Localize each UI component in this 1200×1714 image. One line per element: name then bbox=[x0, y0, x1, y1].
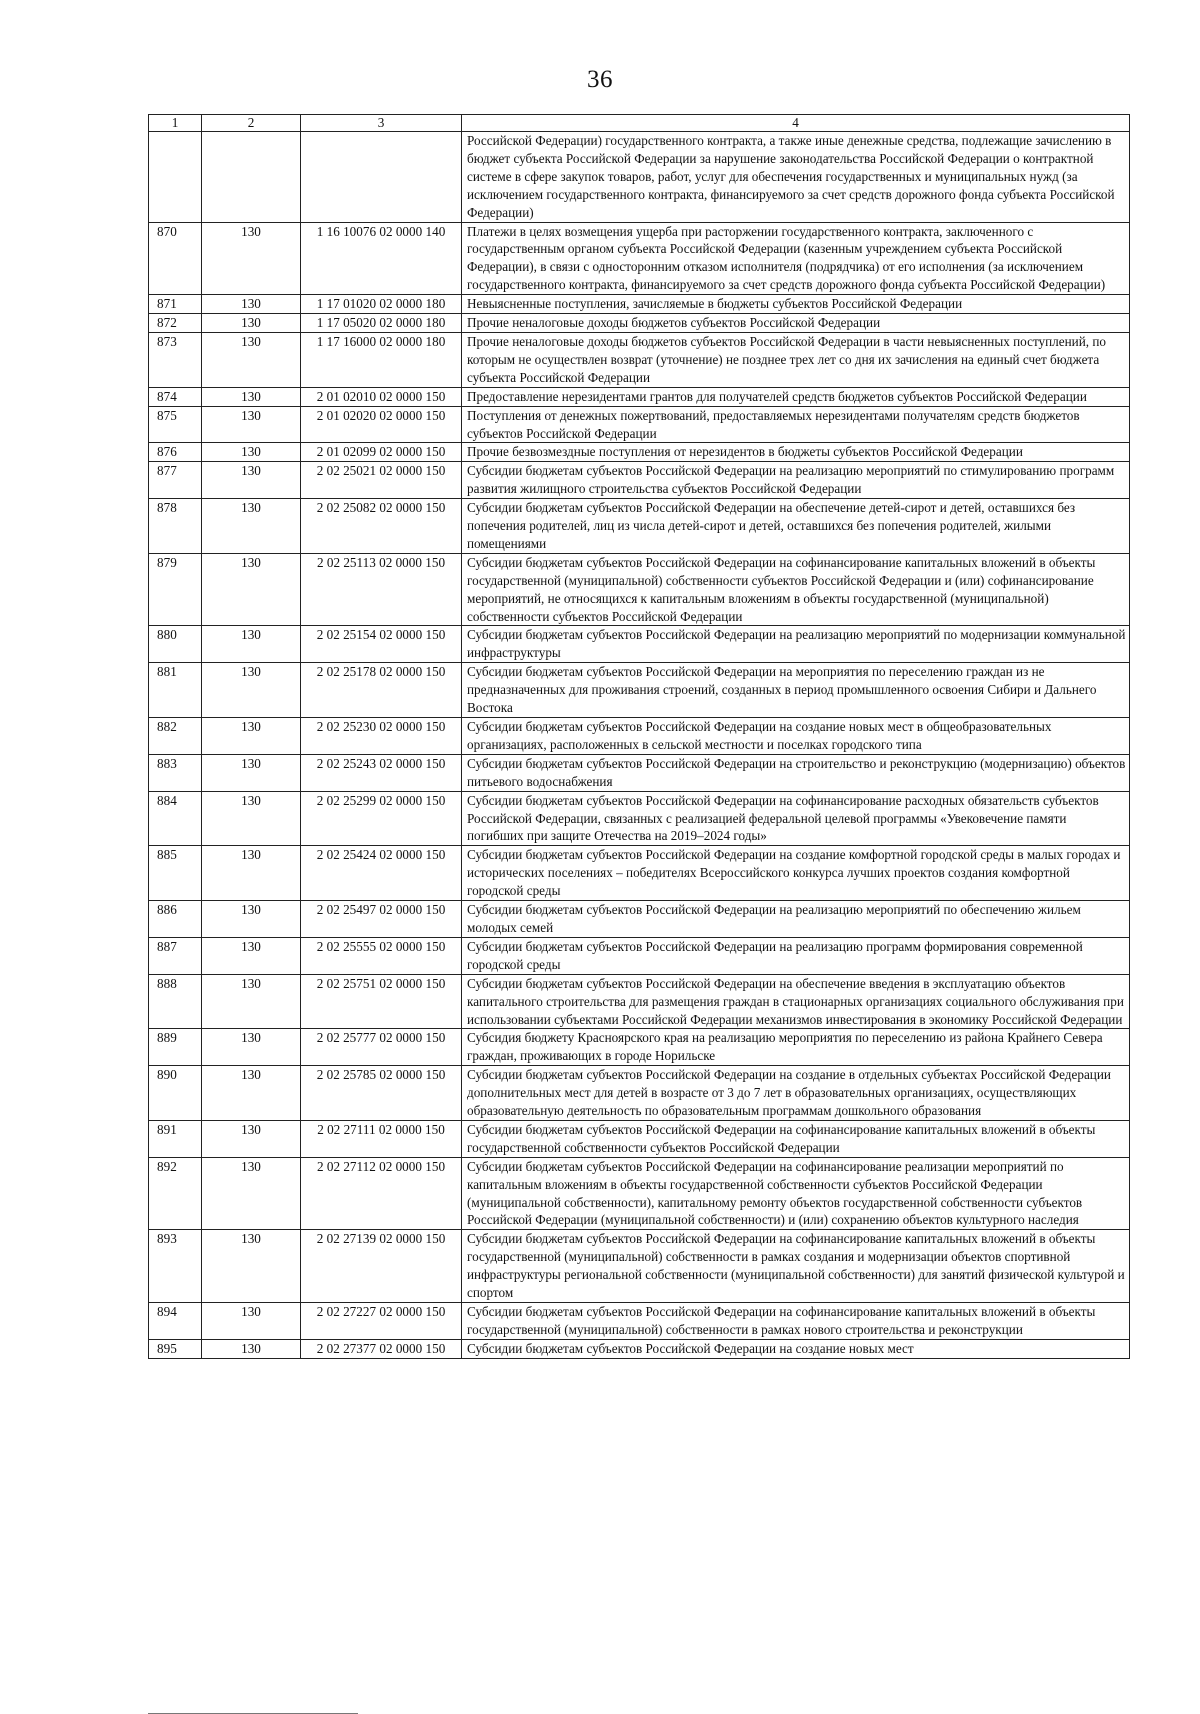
table-row bbox=[149, 1066, 1130, 1121]
admin-code-cell: 130 bbox=[202, 462, 301, 499]
row-number-cell: 885 bbox=[149, 846, 202, 901]
table-row bbox=[149, 1029, 1130, 1066]
table-row bbox=[149, 1120, 1130, 1157]
table-body bbox=[149, 132, 1130, 1359]
row-number-cell: 876 bbox=[149, 443, 202, 462]
table-row bbox=[149, 846, 1130, 901]
income-description-cell: Субсидии бюджетам субъектов Российской Федерации на мероприятия по переселению граждан из не предназначенных для проживания строений, созданных в период промышленного освоения Сибири и Дальнего Востока bbox=[462, 663, 1130, 718]
income-description-cell: Субсидии бюджетам субъектов Российской Федерации на создание в отдельных субъектах Российской Федерации дополнительных мест для детей в возрасте от 3 до 7 лет в образовательных организациях, осуществляющих образовательную деятельность по образовательным программам дошкольного образования bbox=[462, 1066, 1130, 1121]
income-description-cell: Прочие неналоговые доходы бюджетов субъектов Российской Федерации bbox=[462, 314, 1130, 333]
admin-code-cell: 130 bbox=[202, 1303, 301, 1340]
budget-classification-code-cell: 2 02 25777 02 0000 150 bbox=[301, 1029, 462, 1066]
income-description-cell: Субсидии бюджетам субъектов Российской Федерации на реализацию программ формирования современной городской среды bbox=[462, 937, 1130, 974]
row-number-cell: 881 bbox=[149, 663, 202, 718]
admin-code-cell bbox=[202, 132, 301, 223]
budget-classification-code-cell: 2 02 27111 02 0000 150 bbox=[301, 1120, 462, 1157]
table-row bbox=[149, 718, 1130, 755]
admin-code-cell: 130 bbox=[202, 387, 301, 406]
budget-classification-code-cell: 1 17 01020 02 0000 180 bbox=[301, 295, 462, 314]
table-row bbox=[149, 314, 1130, 333]
income-codes-table bbox=[148, 114, 1130, 1359]
admin-code-cell: 130 bbox=[202, 553, 301, 626]
admin-code-cell: 130 bbox=[202, 1230, 301, 1303]
budget-classification-code-cell: 1 17 05020 02 0000 180 bbox=[301, 314, 462, 333]
header-col-2: 2 bbox=[202, 115, 301, 132]
admin-code-cell: 130 bbox=[202, 314, 301, 333]
admin-code-cell: 130 bbox=[202, 901, 301, 938]
income-description-cell: Субсидии бюджетам субъектов Российской Федерации на реализацию мероприятий по обеспечению жильем молодых семей bbox=[462, 901, 1130, 938]
income-description-cell: Субсидии бюджетам субъектов Российской Федерации на реализацию мероприятий по стимулированию программ развития жилищного строительства субъектов Российской Федерации bbox=[462, 462, 1130, 499]
table-row bbox=[149, 1339, 1130, 1358]
income-description-cell: Субсидии бюджетам субъектов Российской Федерации на создание комфортной городской среды в малых городах и исторических поселениях – победителях Всероссийского конкурса лучших проектов создания комфортной городской среды bbox=[462, 846, 1130, 901]
row-number-cell bbox=[149, 132, 202, 223]
budget-classification-code-cell: 2 02 25555 02 0000 150 bbox=[301, 937, 462, 974]
budget-classification-code-cell: 2 01 02020 02 0000 150 bbox=[301, 406, 462, 443]
income-description-cell: Субсидии бюджетам субъектов Российской Федерации на создание новых мест в общеобразовательных организациях, расположенных в сельской местности и поселках городского типа bbox=[462, 718, 1130, 755]
table-row bbox=[149, 754, 1130, 791]
table-row bbox=[149, 553, 1130, 626]
income-description-cell: Субсидии бюджетам субъектов Российской Федерации на софинансирование капитальных вложений в объекты государственной собственности субъектов Российской Федерации bbox=[462, 1120, 1130, 1157]
budget-classification-code-cell: 2 02 25424 02 0000 150 bbox=[301, 846, 462, 901]
budget-classification-code-cell: 2 02 25230 02 0000 150 bbox=[301, 718, 462, 755]
income-description-cell: Предоставление нерезидентами грантов для получателей средств бюджетов субъектов Российской Федерации bbox=[462, 387, 1130, 406]
admin-code-cell: 130 bbox=[202, 663, 301, 718]
admin-code-cell: 130 bbox=[202, 1157, 301, 1230]
row-number-cell: 875 bbox=[149, 406, 202, 443]
table-row bbox=[149, 1303, 1130, 1340]
row-number-cell: 879 bbox=[149, 553, 202, 626]
table-row bbox=[149, 626, 1130, 663]
budget-classification-code-cell bbox=[301, 132, 462, 223]
row-number-cell: 883 bbox=[149, 754, 202, 791]
income-description-cell: Прочие безвозмездные поступления от нерезидентов в бюджеты субъектов Российской Федерации bbox=[462, 443, 1130, 462]
budget-classification-code-cell: 2 02 27112 02 0000 150 bbox=[301, 1157, 462, 1230]
income-description-cell: Прочие неналоговые доходы бюджетов субъектов Российской Федерации в части невыясненных поступлений, по которым не осуществлен возврат (уточнение) не позднее трех лет со дня их зачисления на единый счет бюджета субъекта Российской Федерации bbox=[462, 332, 1130, 387]
row-number-cell: 884 bbox=[149, 791, 202, 846]
page-number: 36 bbox=[587, 66, 613, 93]
income-description-cell: Субсидии бюджетам субъектов Российской Федерации на создание новых мест bbox=[462, 1339, 1130, 1358]
table-row bbox=[149, 332, 1130, 387]
budget-classification-code-cell: 2 02 25154 02 0000 150 bbox=[301, 626, 462, 663]
row-number-cell: 892 bbox=[149, 1157, 202, 1230]
budget-classification-code-cell: 2 02 25299 02 0000 150 bbox=[301, 791, 462, 846]
budget-classification-code-cell: 2 02 25082 02 0000 150 bbox=[301, 499, 462, 554]
row-number-cell: 870 bbox=[149, 222, 202, 295]
table-row bbox=[149, 406, 1130, 443]
income-description-cell: Субсидии бюджетам субъектов Российской Федерации на софинансирование капитальных вложений в объекты государственной (муниципальной) собственности в рамках нового строительства и реконструкции bbox=[462, 1303, 1130, 1340]
income-description-cell: Субсидия бюджету Красноярского края на реализацию мероприятия по переселению из района Крайнего Севера граждан, проживающих в городе Норильске bbox=[462, 1029, 1130, 1066]
table-row bbox=[149, 1157, 1130, 1230]
admin-code-cell: 130 bbox=[202, 791, 301, 846]
admin-code-cell: 130 bbox=[202, 443, 301, 462]
income-description-cell: Субсидии бюджетам субъектов Российской Федерации на обеспечение детей-сирот и детей, оставшихся без попечения родителей, лиц из числа детей-сирот и детей, оставшихся без попечения родителей, жилыми помещениями bbox=[462, 499, 1130, 554]
budget-classification-code-cell: 2 01 02010 02 0000 150 bbox=[301, 387, 462, 406]
income-description-cell: Субсидии бюджетам субъектов Российской Федерации на реализацию мероприятий по модернизации коммунальной инфраструктуры bbox=[462, 626, 1130, 663]
admin-code-cell: 130 bbox=[202, 499, 301, 554]
admin-code-cell: 130 bbox=[202, 295, 301, 314]
header-row bbox=[149, 115, 1130, 132]
income-description-cell: Российской Федерации) государственного контракта, а также иные денежные средства, подлежащие зачислению в бюджет субъекта Российской Федерации за нарушение законодательства Российской Федерации о контрактной системе в сфере закупок товаров, работ, услуг для обеспечения государственных и муниципальных нужд (за исключением государственного контракта, финансируемого за счет средств дорожного фонда субъекта Российской Федерации) bbox=[462, 132, 1130, 223]
table-row bbox=[149, 443, 1130, 462]
admin-code-cell: 130 bbox=[202, 1120, 301, 1157]
row-number-cell: 888 bbox=[149, 974, 202, 1029]
budget-classification-code-cell: 2 02 27377 02 0000 150 bbox=[301, 1339, 462, 1358]
row-number-cell: 894 bbox=[149, 1303, 202, 1340]
admin-code-cell: 130 bbox=[202, 332, 301, 387]
admin-code-cell: 130 bbox=[202, 1066, 301, 1121]
budget-classification-code-cell: 2 02 25751 02 0000 150 bbox=[301, 974, 462, 1029]
header-col-4: 4 bbox=[462, 115, 1130, 132]
income-description-cell: Субсидии бюджетам субъектов Российской Федерации на обеспечение введения в эксплуатацию объектов капитального строительства для размещения граждан в стационарных организациях социального обслуживания при использовании субъектами Российской Федерации механизмов инвестирования в экономику Российской Федерации bbox=[462, 974, 1130, 1029]
income-description-cell: Субсидии бюджетам субъектов Российской Федерации на софинансирование реализации мероприятий по капитальным вложениям в объекты государственной собственности субъектов Российской Федерации (муниципальной собственности), капитальному ремонту объектов государственной собственности субъектов Российской Федерации (муниципальной собственности) и (или) сохранению объектов культурного наследия bbox=[462, 1157, 1130, 1230]
admin-code-cell: 130 bbox=[202, 718, 301, 755]
row-number-cell: 882 bbox=[149, 718, 202, 755]
income-description-cell: Субсидии бюджетам субъектов Российской Федерации на софинансирование капитальных вложений в объекты государственной (муниципальной) собственности в рамках создания и модернизации объектов спортивной инфраструктуры региональной собственности (муниципальной собственности) для занятий физической культурой и спортом bbox=[462, 1230, 1130, 1303]
row-number-cell: 895 bbox=[149, 1339, 202, 1358]
row-number-cell: 880 bbox=[149, 626, 202, 663]
table-row bbox=[149, 1230, 1130, 1303]
row-number-cell: 890 bbox=[149, 1066, 202, 1121]
row-number-cell: 872 bbox=[149, 314, 202, 333]
table-row bbox=[149, 791, 1130, 846]
table-row bbox=[149, 132, 1130, 223]
budget-classification-code-cell: 2 02 25113 02 0000 150 bbox=[301, 553, 462, 626]
budget-classification-code-cell: 2 02 27227 02 0000 150 bbox=[301, 1303, 462, 1340]
table-row bbox=[149, 663, 1130, 718]
income-description-cell: Субсидии бюджетам субъектов Российской Федерации на софинансирование расходных обязательств субъектов Российской Федерации, связанных с реализацией федеральной целевой программы «Увековечение памяти погибших при защите Отечества на 2019–2024 годы» bbox=[462, 791, 1130, 846]
header-col-3: 3 bbox=[301, 115, 462, 132]
header-col-1: 1 bbox=[149, 115, 202, 132]
budget-classification-code-cell: 2 02 25497 02 0000 150 bbox=[301, 901, 462, 938]
admin-code-cell: 130 bbox=[202, 626, 301, 663]
budget-classification-code-cell: 1 16 10076 02 0000 140 bbox=[301, 222, 462, 295]
income-description-cell: Субсидии бюджетам субъектов Российской Федерации на софинансирование капитальных вложений в объекты государственной (муниципальной) собственности субъектов Российской Федерации и (или) софинансирование мероприятий, не относящихся к капитальным вложениям в объекты государственной (муниципальной) собственности субъектов Российской Федерации bbox=[462, 553, 1130, 626]
budget-classification-code-cell: 1 17 16000 02 0000 180 bbox=[301, 332, 462, 387]
admin-code-cell: 130 bbox=[202, 754, 301, 791]
income-description-cell: Платежи в целях возмещения ущерба при расторжении государственного контракта, заключенного с государственным органом субъекта Российской Федерации (казенным учреждением субъекта Российской Федерации), в связи с односторонним отказом исполнителя (подрядчика) от его исполнения (за исключением государственного контракта, финансируемого за счет средств дорожного фонда субъекта Российской Федерации) bbox=[462, 222, 1130, 295]
admin-code-cell: 130 bbox=[202, 846, 301, 901]
row-number-cell: 891 bbox=[149, 1120, 202, 1157]
admin-code-cell: 130 bbox=[202, 1339, 301, 1358]
row-number-cell: 878 bbox=[149, 499, 202, 554]
table-row bbox=[149, 222, 1130, 295]
row-number-cell: 889 bbox=[149, 1029, 202, 1066]
row-number-cell: 871 bbox=[149, 295, 202, 314]
budget-classification-code-cell: 2 01 02099 02 0000 150 bbox=[301, 443, 462, 462]
admin-code-cell: 130 bbox=[202, 222, 301, 295]
table-row bbox=[149, 937, 1130, 974]
table-row bbox=[149, 499, 1130, 554]
budget-classification-code-cell: 2 02 25243 02 0000 150 bbox=[301, 754, 462, 791]
row-number-cell: 887 bbox=[149, 937, 202, 974]
row-number-cell: 893 bbox=[149, 1230, 202, 1303]
row-number-cell: 886 bbox=[149, 901, 202, 938]
table-row bbox=[149, 462, 1130, 499]
table-row bbox=[149, 901, 1130, 938]
income-description-cell: Субсидии бюджетам субъектов Российской Федерации на строительство и реконструкцию (модернизацию) объектов питьевого водоснабжения bbox=[462, 754, 1130, 791]
admin-code-cell: 130 bbox=[202, 937, 301, 974]
row-number-cell: 874 bbox=[149, 387, 202, 406]
admin-code-cell: 130 bbox=[202, 406, 301, 443]
row-number-cell: 873 bbox=[149, 332, 202, 387]
table-row bbox=[149, 974, 1130, 1029]
budget-classification-code-cell: 2 02 25785 02 0000 150 bbox=[301, 1066, 462, 1121]
budget-classification-code-cell: 2 02 27139 02 0000 150 bbox=[301, 1230, 462, 1303]
admin-code-cell: 130 bbox=[202, 974, 301, 1029]
admin-code-cell: 130 bbox=[202, 1029, 301, 1066]
table-row bbox=[149, 295, 1130, 314]
budget-classification-code-cell: 2 02 25178 02 0000 150 bbox=[301, 663, 462, 718]
income-description-cell: Поступления от денежных пожертвований, предоставляемых нерезидентами получателям средств бюджетов субъектов Российской Федерации bbox=[462, 406, 1130, 443]
income-description-cell: Невыясненные поступления, зачисляемые в бюджеты субъектов Российской Федерации bbox=[462, 295, 1130, 314]
row-number-cell: 877 bbox=[149, 462, 202, 499]
budget-classification-code-cell: 2 02 25021 02 0000 150 bbox=[301, 462, 462, 499]
table-row bbox=[149, 387, 1130, 406]
